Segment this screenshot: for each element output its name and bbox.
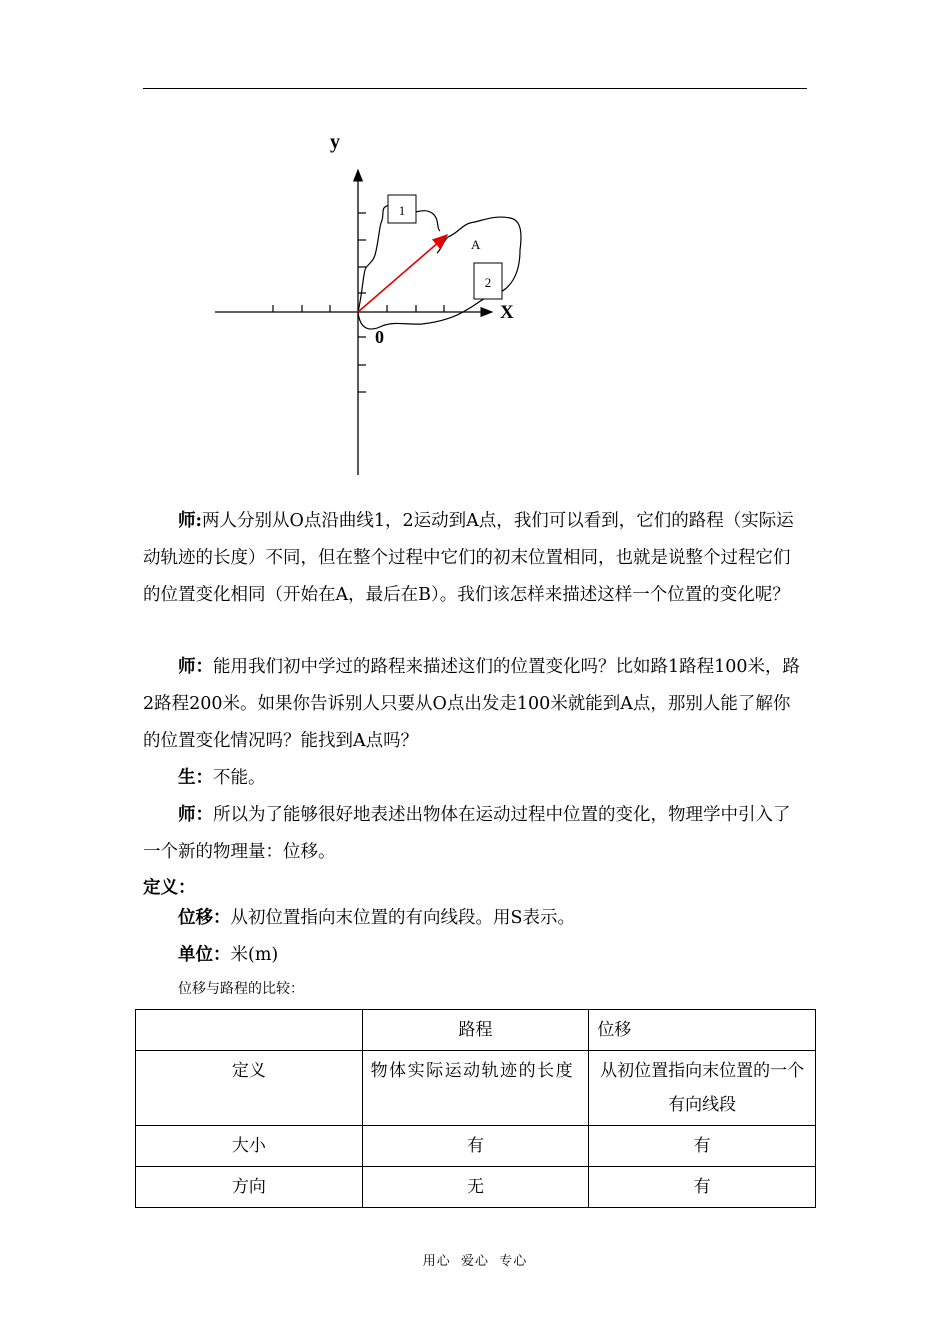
speaker-label: 师： <box>178 657 213 677</box>
table-header-row <box>136 1010 816 1051</box>
displacement-def-text: 从初位置指向末位置的有向线段。用S表示。 <box>230 908 575 928</box>
paragraph-2 <box>143 649 807 760</box>
displacement-arrow <box>358 235 447 312</box>
table-cell: 方向 <box>136 1167 363 1208</box>
origin-label: 0 <box>375 327 384 347</box>
table-header-cell <box>136 1010 363 1051</box>
table-caption: 位移与路程的比较： <box>178 981 304 997</box>
unit-line <box>143 937 807 974</box>
table-row <box>136 1167 816 1208</box>
table-header-cell: 位移 <box>589 1010 816 1051</box>
paragraph-text: 不能。 <box>213 768 266 788</box>
table-cell: 大小 <box>136 1126 363 1167</box>
speaker-label: 师: <box>178 511 202 531</box>
table-cell: 有 <box>589 1126 816 1167</box>
table-row <box>136 1051 816 1126</box>
paragraph-text: 所以为了能够很好地表述出物体在运动过程中位置的变化，物理学中引入了一个新的物理量：位移。 <box>143 805 791 862</box>
coordinate-diagram <box>210 125 530 480</box>
paragraph-4 <box>143 797 807 871</box>
definition-heading: 定义： <box>143 878 196 898</box>
paragraph-1 <box>143 503 807 614</box>
table-cell: 定义 <box>136 1051 363 1126</box>
box-2-label: 2 <box>484 275 492 290</box>
unit-value: 米(m) <box>230 945 279 965</box>
page-footer: 用心 爱心 专心 <box>422 1254 528 1269</box>
table-row <box>136 1126 816 1167</box>
speaker-label: 生： <box>178 768 213 788</box>
comparison-table <box>135 1009 816 1208</box>
table-header-cell: 路程 <box>362 1010 589 1051</box>
coordinate-figure <box>210 125 530 480</box>
point-a-label: A <box>471 237 481 252</box>
unit-term: 单位： <box>178 945 231 965</box>
paragraph-text: 能用我们初中学过的路程来描述这们的位置变化吗？比如路1路程100米，路2路程200米。如果你告诉别人只要从O点出发走100米就能到A点，那别人能了解你的位置变化情况吗？能找到A点吗？ <box>143 657 801 751</box>
x-axis-label: X <box>500 302 514 323</box>
paragraph-text: 两人分别从O点沿曲线1，2运动到A点，我们可以看到，它们的路程（实际运动轨迹的长度）不同，但在整个过程中它们的初末位置相同，也就是说整个过程它们的位置变化相同（开始在A，最后在B）。我们该怎样来描述这样一个位置的变化呢？ <box>143 511 794 605</box>
displacement-term: 位移： <box>178 908 231 928</box>
paragraph-3 <box>143 760 807 797</box>
table-cell: 物体实际运动轨迹的长度 <box>362 1051 589 1126</box>
header-rule <box>143 88 807 89</box>
table-cell: 无 <box>362 1167 589 1208</box>
table-cell: 从初位置指向末位置的一个有向线段 <box>589 1051 816 1126</box>
displacement-definition <box>143 900 807 937</box>
box-1-label: 1 <box>398 203 406 218</box>
y-axis-label: y <box>330 131 340 153</box>
table-cell: 有 <box>362 1126 589 1167</box>
speaker-label: 师： <box>178 805 213 825</box>
table-cell: 有 <box>589 1167 816 1208</box>
